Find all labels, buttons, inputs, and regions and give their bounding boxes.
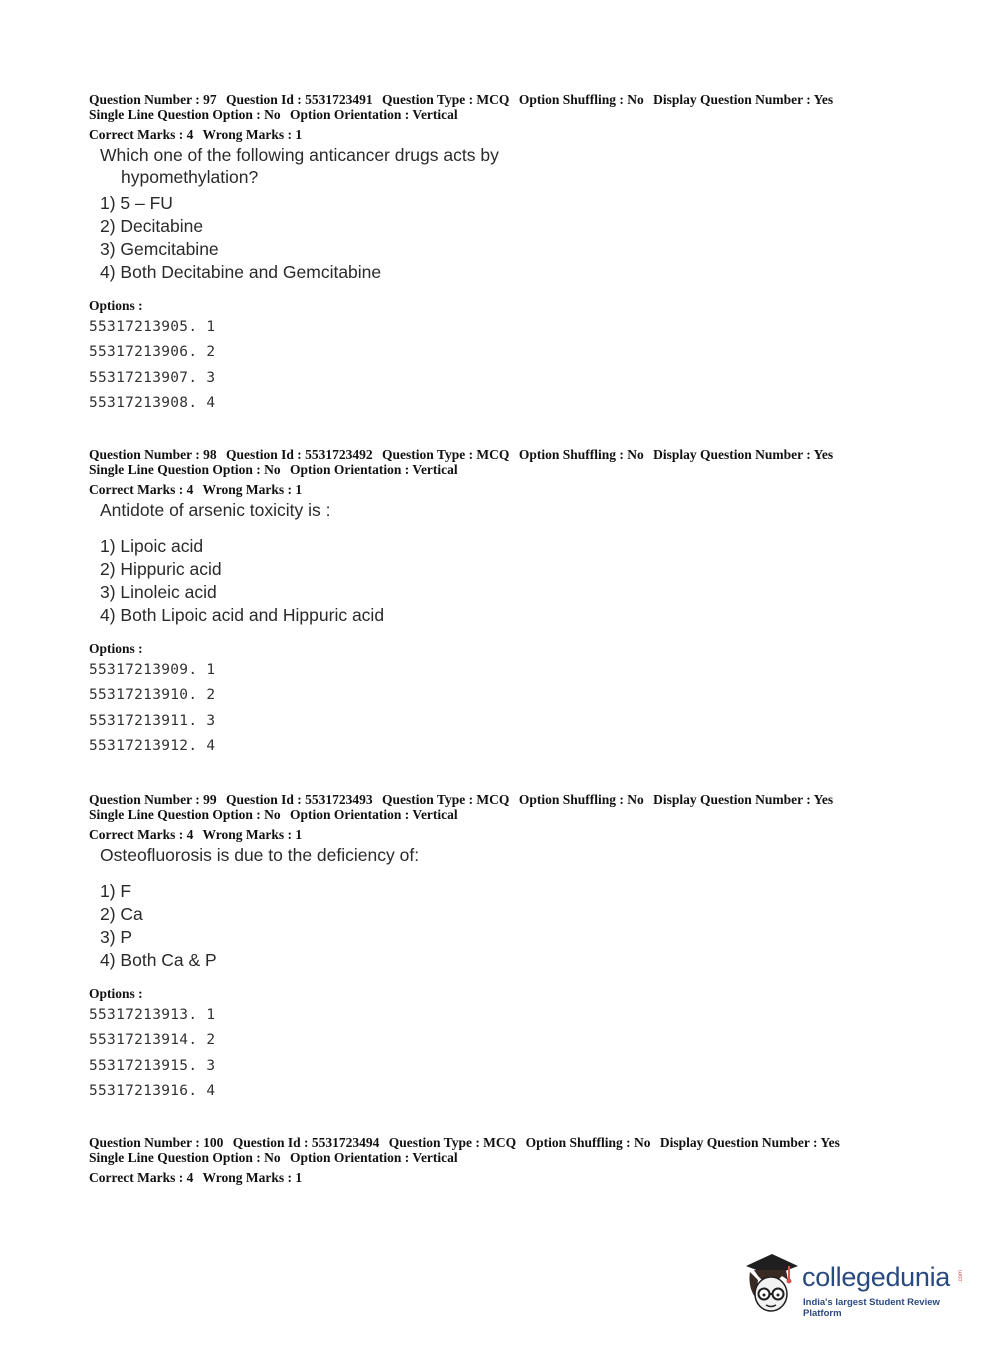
collegedunia-logo[interactable] xyxy=(742,1250,972,1320)
question-meta xyxy=(89,792,909,807)
marks-line xyxy=(89,482,909,497)
marks-line xyxy=(89,127,909,142)
question-meta-line2 xyxy=(89,1150,909,1165)
option-id: 55317213913. 1 xyxy=(89,1007,216,1023)
correct-marks: Correct Marks : 4 xyxy=(89,827,194,842)
logo-tagline: India's largest Student Review Platform xyxy=(803,1297,940,1319)
question-number: Question Number : 100 xyxy=(89,1135,224,1150)
question-meta xyxy=(89,447,909,462)
question-text-line: hypomethylation? xyxy=(121,167,259,187)
option-id: 55317213911. 3 xyxy=(89,712,216,729)
answer-choice: 1) 5 – FU xyxy=(100,193,173,213)
wrong-marks: Wrong Marks : 1 xyxy=(202,1170,303,1185)
answer-choice: 3) Linoleic acid xyxy=(100,582,217,602)
correct-marks: Correct Marks : 4 xyxy=(89,482,194,497)
option-shuffling: Option Shuffling : No xyxy=(518,447,644,462)
single-line-option: Single Line Question Option : No xyxy=(89,107,281,122)
option-shuffling: Option Shuffling : No xyxy=(525,1135,651,1150)
question-number: Question Number : 98 xyxy=(89,447,217,462)
answer-choice: 4) Both Decitabine and Gemcitabine xyxy=(100,262,382,282)
question-text-line: Osteofluorosis is due to the deficiency of: xyxy=(100,845,420,865)
question-99 xyxy=(89,792,909,1104)
wrong-marks: Wrong Marks : 1 xyxy=(202,127,303,142)
question-text-line: Which one of the following anticancer drugs acts by xyxy=(100,145,499,165)
option-orientation: Option Orientation : Vertical xyxy=(290,107,458,122)
question-98 xyxy=(89,447,909,759)
single-line-option: Single Line Question Option : No xyxy=(89,1150,281,1165)
option-id: 55317213909. 1 xyxy=(89,662,216,678)
display-question-number: Display Question Number : Yes xyxy=(653,92,834,107)
answer-choice: 2) Decitabine xyxy=(100,216,204,236)
option-id-list xyxy=(89,315,909,416)
question-id: Question Id : 5531723491 xyxy=(226,92,373,107)
option-id: 55317213915. 3 xyxy=(89,1057,216,1074)
correct-marks: Correct Marks : 4 xyxy=(89,127,194,142)
question-id: Question Id : 5531723493 xyxy=(226,792,373,807)
single-line-option: Single Line Question Option : No xyxy=(89,462,281,477)
options-label: Options : xyxy=(89,986,143,1001)
option-id: 55317213908. 4 xyxy=(89,394,216,411)
option-id: 55317213907. 3 xyxy=(89,369,216,386)
option-orientation: Option Orientation : Vertical xyxy=(290,807,458,822)
marks-line xyxy=(89,1170,909,1185)
display-question-number: Display Question Number : Yes xyxy=(653,792,834,807)
question-text xyxy=(100,844,909,866)
graduate-mascot-icon xyxy=(742,1250,802,1320)
option-orientation: Option Orientation : Vertical xyxy=(290,1150,458,1165)
options-label: Options : xyxy=(89,298,143,313)
option-id: 55317213905. 1 xyxy=(89,319,216,335)
question-type: Question Type : MCQ xyxy=(382,92,510,107)
option-id-list xyxy=(89,658,909,759)
option-id-list xyxy=(89,1003,909,1104)
option-shuffling: Option Shuffling : No xyxy=(518,92,644,107)
answer-choices xyxy=(100,192,909,284)
question-text xyxy=(100,499,909,521)
answer-choice: 1) F xyxy=(100,881,132,901)
question-100 xyxy=(89,1135,909,1185)
marks-line xyxy=(89,827,909,842)
option-orientation: Option Orientation : Vertical xyxy=(290,462,458,477)
answer-choice: 4) Both Ca & P xyxy=(100,950,217,970)
question-type: Question Type : MCQ xyxy=(388,1135,517,1150)
question-number: Question Number : 97 xyxy=(89,92,217,107)
options-label: Options : xyxy=(89,641,143,656)
question-97 xyxy=(89,92,909,416)
option-id: 55317213910. 2 xyxy=(89,687,216,704)
wrong-marks: Wrong Marks : 1 xyxy=(202,482,303,497)
answer-choice: 1) Lipoic acid xyxy=(100,536,204,556)
answer-choice: 2) Ca xyxy=(100,904,143,924)
answer-choices xyxy=(100,880,909,972)
option-shuffling: Option Shuffling : No xyxy=(518,792,644,807)
display-question-number: Display Question Number : Yes xyxy=(659,1135,840,1150)
logo-wordmark: collegedunia xyxy=(802,1262,951,1292)
question-id: Question Id : 5531723494 xyxy=(232,1135,380,1150)
answer-choice: 4) Both Lipoic acid and Hippuric acid xyxy=(100,605,385,625)
answer-choice: 3) Gemcitabine xyxy=(100,239,219,259)
option-id: 55317213916. 4 xyxy=(89,1082,216,1099)
option-id: 55317213914. 2 xyxy=(89,1032,216,1049)
question-meta xyxy=(89,1135,909,1150)
logo-domain-suffix: .com xyxy=(958,1270,964,1284)
correct-marks: Correct Marks : 4 xyxy=(89,1170,194,1185)
display-question-number: Display Question Number : Yes xyxy=(653,447,834,462)
question-meta-line2 xyxy=(89,462,909,477)
answer-choice: 2) Hippuric acid xyxy=(100,559,222,579)
question-meta xyxy=(89,92,909,107)
answer-choices xyxy=(100,535,909,627)
answer-choice: 3) P xyxy=(100,927,133,947)
question-type: Question Type : MCQ xyxy=(382,792,510,807)
wrong-marks: Wrong Marks : 1 xyxy=(202,827,303,842)
question-type: Question Type : MCQ xyxy=(382,447,510,462)
question-meta-line2 xyxy=(89,107,909,122)
question-text-line: Antidote of arsenic toxicity is : xyxy=(100,500,331,520)
option-id: 55317213912. 4 xyxy=(89,737,216,754)
question-text xyxy=(100,144,909,188)
single-line-option: Single Line Question Option : No xyxy=(89,807,281,822)
question-meta-line2 xyxy=(89,807,909,822)
question-id: Question Id : 5531723492 xyxy=(226,447,373,462)
option-id: 55317213906. 2 xyxy=(89,344,216,361)
question-number: Question Number : 99 xyxy=(89,792,217,807)
